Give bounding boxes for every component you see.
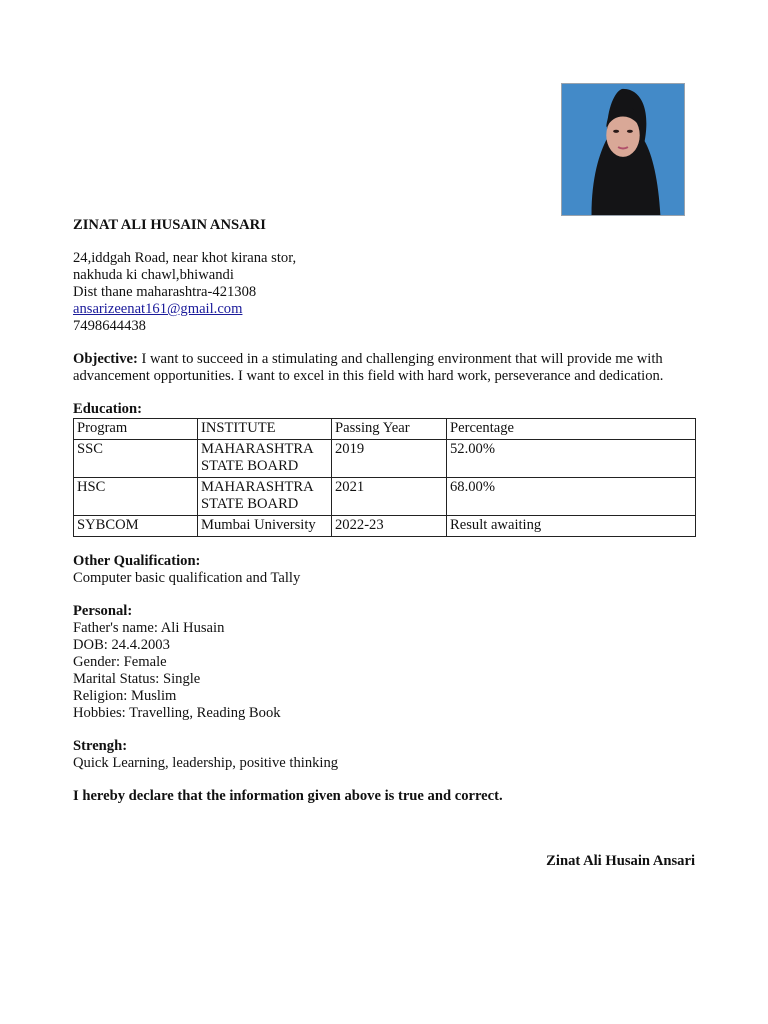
table-cell: 52.00% xyxy=(447,440,696,478)
religion: Religion: Muslim xyxy=(73,688,177,704)
profile-photo xyxy=(561,83,685,216)
resume-body xyxy=(73,217,695,870)
table-cell: MAHARASHTRA STATE BOARD xyxy=(198,478,332,516)
table-header-row xyxy=(74,419,696,440)
table-header-cell: Program xyxy=(74,419,198,440)
other-qualification-text: Computer basic qualification and Tally xyxy=(73,570,301,586)
table-cell: MAHARASHTRA STATE BOARD xyxy=(198,440,332,478)
education-label: Education: xyxy=(73,401,142,417)
declaration: I hereby declare that the information given above is true and correct. xyxy=(73,788,503,804)
address-block xyxy=(73,250,695,335)
objective-label: Objective: xyxy=(73,351,138,367)
table-header-cell: INSTITUTE xyxy=(198,419,332,440)
table-cell: 2021 xyxy=(332,478,447,516)
other-qualification-label: Other Qualification: xyxy=(73,553,201,569)
marital-status: Marital Status: Single xyxy=(73,671,201,687)
strength-text: Quick Learning, leadership, positive thinking xyxy=(73,755,339,771)
candidate-name: ZINAT ALI HUSAIN ANSARI xyxy=(73,217,266,233)
table-cell: 68.00% xyxy=(447,478,696,516)
table-header-cell: Percentage xyxy=(447,419,696,440)
objective-section xyxy=(73,351,695,385)
table-cell: 2022-23 xyxy=(332,516,447,537)
table-row xyxy=(74,440,696,478)
address-line-2: nakhuda ki chawl,bhiwandi xyxy=(73,267,234,283)
date-of-birth: DOB: 24.4.2003 xyxy=(73,637,170,653)
table-cell: SYBCOM xyxy=(74,516,198,537)
signature: Zinat Ali Husain Ansari xyxy=(546,853,695,869)
address-line-1: 24,iddgah Road, near khot kirana stor, xyxy=(73,250,297,266)
education-table xyxy=(73,418,696,537)
table-cell: Result awaiting xyxy=(447,516,696,537)
email-link[interactable]: ansarizeenat161@gmail.com xyxy=(73,301,243,317)
hobbies: Hobbies: Travelling, Reading Book xyxy=(73,705,281,721)
table-row xyxy=(74,516,696,537)
table-header-cell: Passing Year xyxy=(332,419,447,440)
table-row xyxy=(74,478,696,516)
table-cell: SSC xyxy=(74,440,198,478)
personal-label: Personal: xyxy=(73,603,133,619)
table-cell: Mumbai University xyxy=(198,516,332,537)
gender: Gender: Female xyxy=(73,654,167,670)
objective-text: I want to succeed in a stimulating and challenging environment that will provide me with advancement opportunities. I want to excel in this field with hard work, perseverance and dedication. xyxy=(73,351,664,384)
address-line-3: Dist thane maharashtra-421308 xyxy=(73,284,257,300)
fathers-name: Father's name: Ali Husain xyxy=(73,620,225,636)
table-cell: HSC xyxy=(74,478,198,516)
strength-label: Strengh: xyxy=(73,738,128,754)
table-cell: 2019 xyxy=(332,440,447,478)
phone-number: 7498644438 xyxy=(73,318,146,334)
